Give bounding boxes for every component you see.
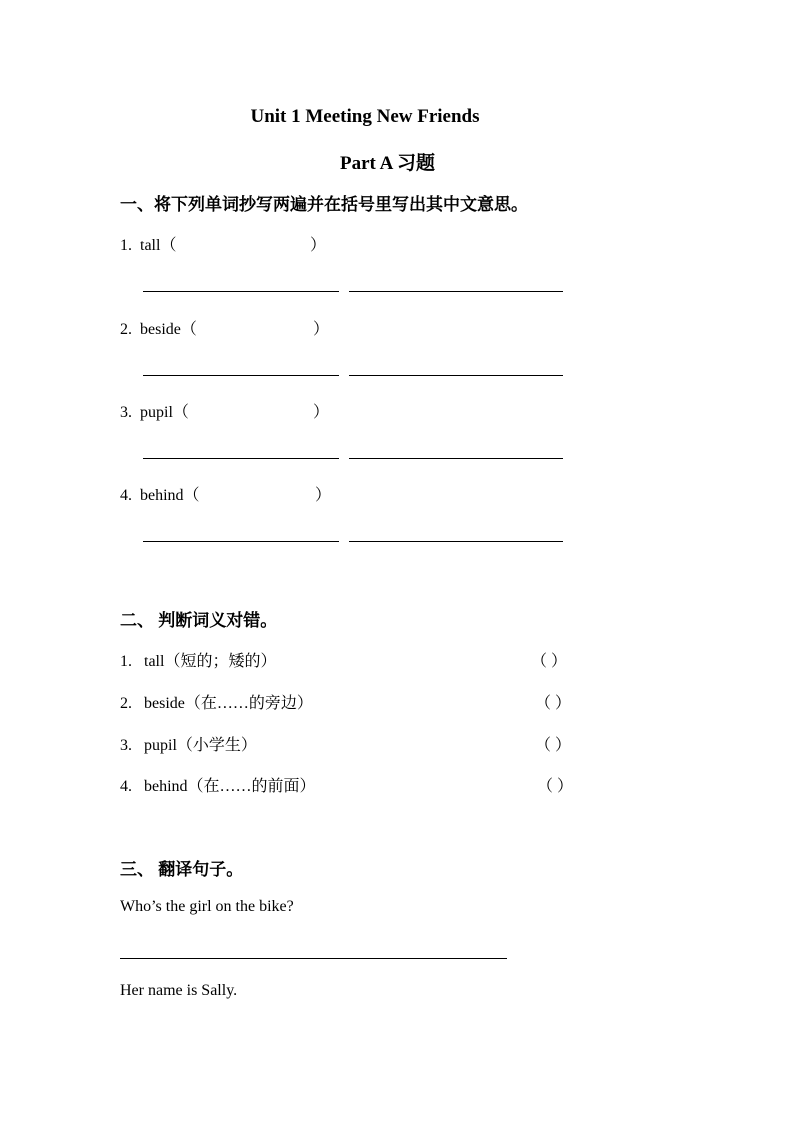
item-number: 3. <box>120 737 132 754</box>
sentence: Her name is Sally. <box>120 982 238 999</box>
close-paren: ） <box>315 487 332 504</box>
item-number: 1. <box>120 653 132 670</box>
page-subtitle: Part A 习题 <box>340 153 435 174</box>
list-item <box>120 482 200 505</box>
list-item <box>120 232 176 255</box>
copy-line[interactable] <box>349 541 563 542</box>
section1-heading: 一、将下列单词抄写两遍并在括号里写出其中文意思。 <box>120 195 528 214</box>
answer-paren[interactable]: （ ） <box>535 695 572 712</box>
copy-line[interactable] <box>143 375 339 376</box>
section2-heading: 二、 判断词义对错。 <box>120 611 278 630</box>
answer-paren[interactable]: （ ） <box>537 778 574 795</box>
item-word: behind（ <box>140 487 200 504</box>
copy-line[interactable] <box>143 291 339 292</box>
section3-heading: 三、 翻译句子。 <box>120 860 244 879</box>
list-item <box>120 732 257 755</box>
item-word: tall（ <box>140 237 177 254</box>
sentence: Who’s the girl on the bike? <box>120 898 294 915</box>
copy-line[interactable] <box>143 458 339 459</box>
item-number: 1. <box>120 237 132 254</box>
copy-line[interactable] <box>349 458 563 459</box>
close-paren: ） <box>313 404 330 421</box>
list-item <box>120 690 313 713</box>
list-item <box>120 773 316 796</box>
copy-line[interactable] <box>349 291 563 292</box>
answer-paren[interactable]: （ ） <box>535 737 572 754</box>
item-text: tall（短的；矮的） <box>144 653 277 670</box>
answer-line[interactable] <box>120 958 507 959</box>
item-number: 3. <box>120 404 132 421</box>
item-number: 2. <box>120 695 132 712</box>
item-word: pupil（ <box>140 404 189 421</box>
copy-line[interactable] <box>143 541 339 542</box>
list-item <box>120 648 276 671</box>
item-number: 4. <box>120 487 132 504</box>
answer-paren[interactable]: （ ） <box>531 653 568 670</box>
item-text: pupil（小学生） <box>144 737 257 754</box>
item-number: 4. <box>120 778 132 795</box>
item-word: beside（ <box>140 321 197 338</box>
close-paren: ） <box>310 237 327 254</box>
list-item <box>120 399 189 422</box>
item-text: behind（在……的前面） <box>144 778 316 795</box>
list-item <box>120 316 197 339</box>
item-number: 2. <box>120 321 132 338</box>
page-title: Unit 1 Meeting New Friends <box>250 106 480 127</box>
item-text: beside（在……的旁边） <box>144 695 313 712</box>
close-paren: ） <box>313 321 330 338</box>
copy-line[interactable] <box>349 375 563 376</box>
